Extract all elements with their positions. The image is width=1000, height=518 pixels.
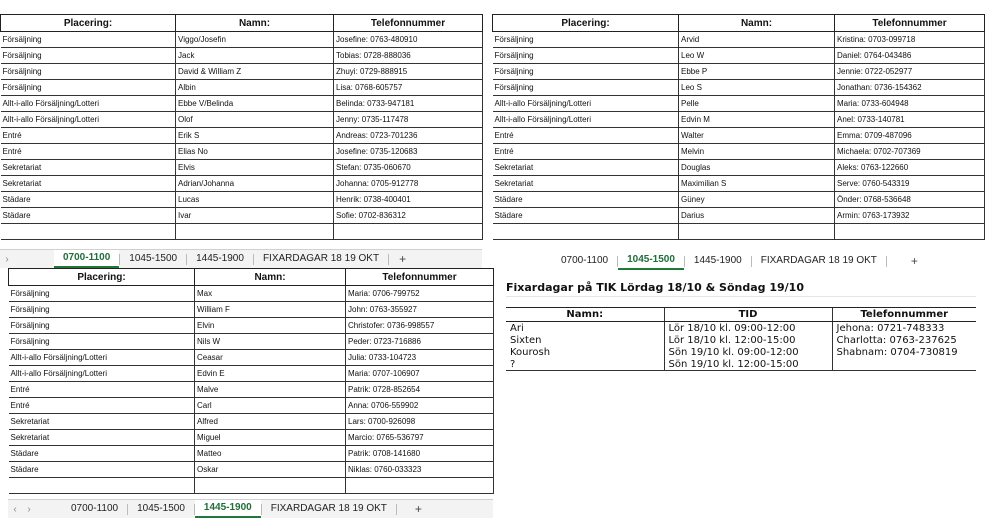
table-cell[interactable]: Serve: 0760-543319 <box>835 176 985 192</box>
table-cell[interactable] <box>493 224 679 240</box>
table-cell[interactable]: Elvin <box>195 318 346 334</box>
table-cell[interactable]: Allt-i-allo Försäljning/Lotteri <box>493 96 679 112</box>
table-cell[interactable]: Sekretariat <box>9 414 195 430</box>
table-cell[interactable]: Ari <box>510 322 524 334</box>
table-cell[interactable]: Önder: 0768-536648 <box>835 192 985 208</box>
table-row <box>493 112 985 128</box>
tab-fixardagar[interactable]: FIXARDAGAR 18 19 OKT <box>760 255 877 266</box>
table-cell[interactable] <box>679 224 835 240</box>
table-cell[interactable]: Sixten <box>510 334 542 346</box>
table-cell[interactable]: Försäljning <box>493 32 679 48</box>
table-cell[interactable]: Kristina: 0703-099718 <box>835 32 985 48</box>
table-cell[interactable]: Albin <box>176 80 334 96</box>
table-cell[interactable]: Städare <box>1 208 176 224</box>
fixardagar-title: Fixardagar på TIK Lördag 18/10 & Söndag 19/10 <box>506 281 804 294</box>
table-cell[interactable]: Maria: 0706-799752 <box>346 286 494 302</box>
table-cell[interactable]: Belinda: 0733-947181 <box>334 96 483 112</box>
table-cell[interactable]: Entré <box>493 144 679 160</box>
tab-0700-1100[interactable]: 0700-1100 <box>54 250 119 268</box>
sheet-panel-1445-1900 <box>8 268 493 494</box>
table-row <box>493 32 985 48</box>
header-row <box>9 269 494 286</box>
table-body <box>493 32 985 240</box>
table-cell[interactable]: Ivar <box>176 208 334 224</box>
sheet-panel-1045-1500 <box>492 14 984 240</box>
tab-0700-1100[interactable]: 0700-1100 <box>71 503 119 514</box>
table-row <box>9 286 494 302</box>
table-cell[interactable]: Andreas: 0723-701236 <box>334 128 483 144</box>
table-cell[interactable]: Sön 19/10 kl. 12:00-15:00 <box>664 358 832 371</box>
table-cell[interactable]: Aleks: 0763-122660 <box>835 160 985 176</box>
table-row <box>493 80 985 96</box>
table-cell[interactable]: Lisa: 0768-605757 <box>334 80 483 96</box>
table-cell[interactable]: Försäljning <box>1 48 176 64</box>
table-row <box>9 302 494 318</box>
header-namn: Namn: <box>506 308 664 322</box>
table-row <box>493 176 985 192</box>
table-row <box>9 366 494 382</box>
table-cell[interactable]: Edvin E <box>195 366 346 382</box>
table-cell[interactable]: John: 0763-355927 <box>346 302 494 318</box>
table-cell[interactable]: Entré <box>9 398 195 414</box>
table-cell[interactable]: Malve <box>195 382 346 398</box>
table-cell[interactable]: Lucas <box>176 192 334 208</box>
table-cell[interactable]: Maximilian S <box>679 176 835 192</box>
table-cell[interactable]: Elias No <box>176 144 334 160</box>
table-row <box>493 224 985 240</box>
scroll-right-icon[interactable]: › <box>27 503 31 515</box>
table-row <box>493 192 985 208</box>
table-row <box>9 462 494 478</box>
table-cell[interactable]: Försäljning <box>493 48 679 64</box>
table-cell[interactable]: Leo W <box>679 48 835 64</box>
table-cell[interactable]: Städare <box>493 192 679 208</box>
table-cell[interactable]: Försäljning <box>1 80 176 96</box>
table-row <box>9 430 494 446</box>
add-sheet-button[interactable]: + <box>414 502 422 516</box>
tab-1445-1900[interactable]: 1445-1900 <box>693 255 742 266</box>
table-cell[interactable]: Sön 19/10 kl. 09:00-12:00 <box>664 346 832 358</box>
table-cell[interactable]: Josefine: 0763-480910 <box>334 32 483 48</box>
table-cell[interactable]: Ceasar <box>195 350 346 366</box>
table-row <box>1 32 483 48</box>
table-cell[interactable]: Allt-i-allo Försäljning/Lotteri <box>9 366 195 382</box>
header-namn: Namn: <box>176 15 334 32</box>
header-telefon: Telefonnummer <box>346 269 494 286</box>
table-cell[interactable]: Josefine: 0735-120683 <box>334 144 483 160</box>
table-cell[interactable]: Entré <box>9 382 195 398</box>
table-row <box>1 64 483 80</box>
table-cell[interactable]: Erik S <box>176 128 334 144</box>
header-namn: Namn: <box>679 15 835 32</box>
table-cell[interactable]: Kourosh <box>510 346 551 358</box>
header-placering: Placering: <box>1 15 176 32</box>
table-cell[interactable]: Charlotta: 0763-237625 <box>832 334 976 346</box>
table-row <box>9 446 494 462</box>
header-placering: Placering: <box>9 269 195 286</box>
table-cell[interactable]: Jack <box>176 48 334 64</box>
table-row <box>493 48 985 64</box>
table-cell[interactable]: Sekretariat <box>9 430 195 446</box>
table-cell[interactable]: Douglas <box>679 160 835 176</box>
table-cell[interactable]: Walter <box>679 128 835 144</box>
header-row <box>1 15 483 32</box>
header-row <box>506 308 976 322</box>
tab-1045-1500[interactable]: 1045-1500 <box>129 253 178 264</box>
tab-0700-1100[interactable]: 0700-1100 <box>561 255 609 266</box>
table-cell[interactable]: Försäljning <box>493 80 679 96</box>
table-cell[interactable]: Försäljning <box>493 64 679 80</box>
table-cell[interactable]: Christofer: 0736-998557 <box>346 318 494 334</box>
scroll-right-icon[interactable]: › <box>5 253 9 265</box>
table-cell[interactable]: Patrik: 0728-852654 <box>346 382 494 398</box>
table-cell[interactable]: Sofie: 0702-836312 <box>334 208 483 224</box>
header-namn: Namn: <box>195 269 346 286</box>
header-telefon: Telefonnummer <box>835 15 985 32</box>
schedule-table <box>492 14 985 240</box>
table-cell[interactable] <box>176 224 334 240</box>
table-cell[interactable]: Niklas: 0760-033323 <box>346 462 494 478</box>
table-row <box>506 322 976 335</box>
table-row <box>9 478 494 494</box>
table-cell[interactable]: Melvin <box>679 144 835 160</box>
table-body <box>1 32 483 240</box>
table-cell[interactable]: Försäljning <box>1 32 176 48</box>
table-cell[interactable]: Allt-i-allo Försäljning/Lotteri <box>1 96 176 112</box>
table-cell[interactable]: Sekretariat <box>493 176 679 192</box>
table-cell[interactable]: Försäljning <box>9 286 195 302</box>
table-cell[interactable]: Adrian/Johanna <box>176 176 334 192</box>
table-row <box>506 346 976 358</box>
table-cell[interactable]: Daniel: 0764-043486 <box>835 48 985 64</box>
table-cell[interactable]: Lör 18/10 kl. 09:00-12:00 <box>664 322 832 335</box>
sheet-tab-bar <box>492 252 984 270</box>
table-cell[interactable]: Allt-i-allo Försäljning/Lotteri <box>9 350 195 366</box>
table-cell[interactable]: Miguel <box>195 430 346 446</box>
table-cell[interactable]: Maria: 0733-604948 <box>835 96 985 112</box>
table-cell[interactable]: Güney <box>679 192 835 208</box>
table-cell[interactable]: Patrik: 0708-141680 <box>346 446 494 462</box>
table-cell[interactable] <box>1 224 176 240</box>
table-cell[interactable]: Maria: 0707-106907 <box>346 366 494 382</box>
header-placering: Placering: <box>493 15 679 32</box>
table-row <box>9 350 494 366</box>
tab-fixardagar[interactable]: FIXARDAGAR 18 19 OKT <box>270 503 387 514</box>
table-row <box>493 128 985 144</box>
table-cell[interactable]: Ebbe V/Belinda <box>176 96 334 112</box>
table-cell[interactable]: Entré <box>493 128 679 144</box>
table-cell[interactable]: Ebbe P <box>679 64 835 80</box>
table-cell[interactable]: Anna: 0706-559902 <box>346 398 494 414</box>
table-row <box>1 208 483 224</box>
table-cell[interactable]: Matteo <box>195 446 346 462</box>
tab-1045-1500[interactable]: 1045-1500 <box>618 252 684 270</box>
table-cell[interactable]: Henrik: 0738-400401 <box>334 192 483 208</box>
table-cell[interactable]: Lars: 0700-926098 <box>346 414 494 430</box>
table-cell[interactable] <box>334 224 483 240</box>
sheet-tab-bar <box>0 249 482 268</box>
table-cell[interactable] <box>195 478 346 494</box>
gridline <box>506 296 976 297</box>
table-row <box>1 128 483 144</box>
table-cell[interactable]: Tobias: 0728-888036 <box>334 48 483 64</box>
table-row <box>506 334 976 346</box>
table-row <box>1 176 483 192</box>
table-cell[interactable]: Viggo/Josefin <box>176 32 334 48</box>
table-cell[interactable]: Marcio: 0765-536797 <box>346 430 494 446</box>
table-row <box>1 224 483 240</box>
header-tid: TID <box>664 308 832 322</box>
add-sheet-button[interactable]: + <box>399 252 407 266</box>
table-row <box>493 160 985 176</box>
table-row <box>9 334 494 350</box>
table-row <box>1 48 483 64</box>
tab-1445-1900[interactable]: 1445-1900 <box>195 500 261 518</box>
header-row <box>493 15 985 32</box>
table-cell[interactable]: Allt-i-allo Försäljning/Lotteri <box>493 112 679 128</box>
table-cell[interactable]: Sekretariat <box>1 176 176 192</box>
header-telefon: Telefonnummer <box>832 308 976 322</box>
table-cell[interactable]: Städare <box>9 446 195 462</box>
table-cell[interactable]: Alfred <box>195 414 346 430</box>
table-row <box>506 358 976 371</box>
table-row <box>1 144 483 160</box>
tab-fixardagar[interactable]: FIXARDAGAR 18 19 OKT <box>262 253 380 264</box>
sheet-panel-0700-1100 <box>0 14 482 240</box>
add-sheet-button[interactable]: + <box>910 254 918 268</box>
table-cell[interactable]: Max <box>195 286 346 302</box>
table-cell[interactable] <box>835 224 985 240</box>
table-cell[interactable]: Carl <box>195 398 346 414</box>
table-cell[interactable]: Försäljning <box>9 302 195 318</box>
table-cell[interactable]: Entré <box>1 128 176 144</box>
table-cell[interactable]: Leo S <box>679 80 835 96</box>
table-cell[interactable] <box>832 358 976 371</box>
table-row <box>9 382 494 398</box>
header-telefon: Telefonnummer <box>334 15 483 32</box>
table-cell[interactable]: Pelle <box>679 96 835 112</box>
table-cell[interactable]: William F <box>195 302 346 318</box>
table-row <box>1 192 483 208</box>
table-row <box>9 318 494 334</box>
sheet-tab-bar <box>8 499 493 518</box>
table-cell[interactable]: Nils W <box>195 334 346 350</box>
table-cell[interactable]: Anel: 0733-140781 <box>835 112 985 128</box>
table-body <box>506 322 976 371</box>
table-cell[interactable]: Jennie: 0722-052977 <box>835 64 985 80</box>
table-cell[interactable]: Johanna: 0705-912778 <box>334 176 483 192</box>
table-row <box>1 80 483 96</box>
table-row <box>493 208 985 224</box>
table-cell[interactable]: Jonathan: 0736-154362 <box>835 80 985 96</box>
table-cell[interactable]: Städare <box>1 192 176 208</box>
table-cell[interactable]: Peder: 0723-716886 <box>346 334 494 350</box>
table-cell[interactable]: Shabnam: 0704-730819 <box>832 346 976 358</box>
table-row <box>493 96 985 112</box>
table-cell[interactable] <box>9 478 195 494</box>
table-cell[interactable]: Lör 18/10 kl. 12:00-15:00 <box>664 334 832 346</box>
table-row <box>9 414 494 430</box>
table-cell[interactable]: Jehona: 0721-748333 <box>832 322 976 335</box>
tab-1045-1500[interactable]: 1045-1500 <box>137 503 185 514</box>
table-cell[interactable]: Försäljning <box>9 318 195 334</box>
table-cell[interactable]: Allt-i-allo Försäljning/Lotteri <box>1 112 176 128</box>
table-cell[interactable]: Jenny: 0735-117478 <box>334 112 483 128</box>
table-cell[interactable]: Olof <box>176 112 334 128</box>
table-row <box>1 96 483 112</box>
table-cell[interactable]: ? <box>506 358 664 371</box>
table-cell[interactable]: Försäljning <box>9 334 195 350</box>
scroll-left-icon[interactable]: ‹ <box>13 503 17 515</box>
table-cell[interactable]: Julia: 0733-104723 <box>346 350 494 366</box>
table-cell[interactable]: Armin: 0763-173932 <box>835 208 985 224</box>
schedule-table <box>8 268 494 494</box>
table-cell[interactable]: Stefan: 0735-060670 <box>334 160 483 176</box>
table-cell[interactable]: Arvid <box>679 32 835 48</box>
table-cell[interactable]: Städare <box>9 462 195 478</box>
table-row <box>9 398 494 414</box>
table-cell[interactable]: Städare <box>493 208 679 224</box>
table-row <box>1 112 483 128</box>
table-cell[interactable]: Elvis <box>176 160 334 176</box>
table-row <box>1 160 483 176</box>
table-cell[interactable]: Edvin M <box>679 112 835 128</box>
fixardagar-table <box>506 307 976 371</box>
table-cell[interactable]: Sekretariat <box>1 160 176 176</box>
table-cell[interactable]: Oskar <box>195 462 346 478</box>
table-cell[interactable]: Entré <box>1 144 176 160</box>
table-cell[interactable]: David & William Z <box>176 64 334 80</box>
table-row <box>493 64 985 80</box>
table-cell[interactable]: Sekretariat <box>493 160 679 176</box>
table-cell[interactable]: Försäljning <box>1 64 176 80</box>
table-cell[interactable] <box>346 478 494 494</box>
table-cell[interactable]: Michaela: 0702-707369 <box>835 144 985 160</box>
table-cell[interactable]: Emma: 0709-487096 <box>835 128 985 144</box>
table-cell[interactable]: Zhuyi: 0729-888915 <box>334 64 483 80</box>
table-cell[interactable]: Darius <box>679 208 835 224</box>
tab-1445-1900[interactable]: 1445-1900 <box>196 253 244 264</box>
table-row <box>493 144 985 160</box>
schedule-table <box>0 14 483 240</box>
table-body <box>9 286 494 494</box>
